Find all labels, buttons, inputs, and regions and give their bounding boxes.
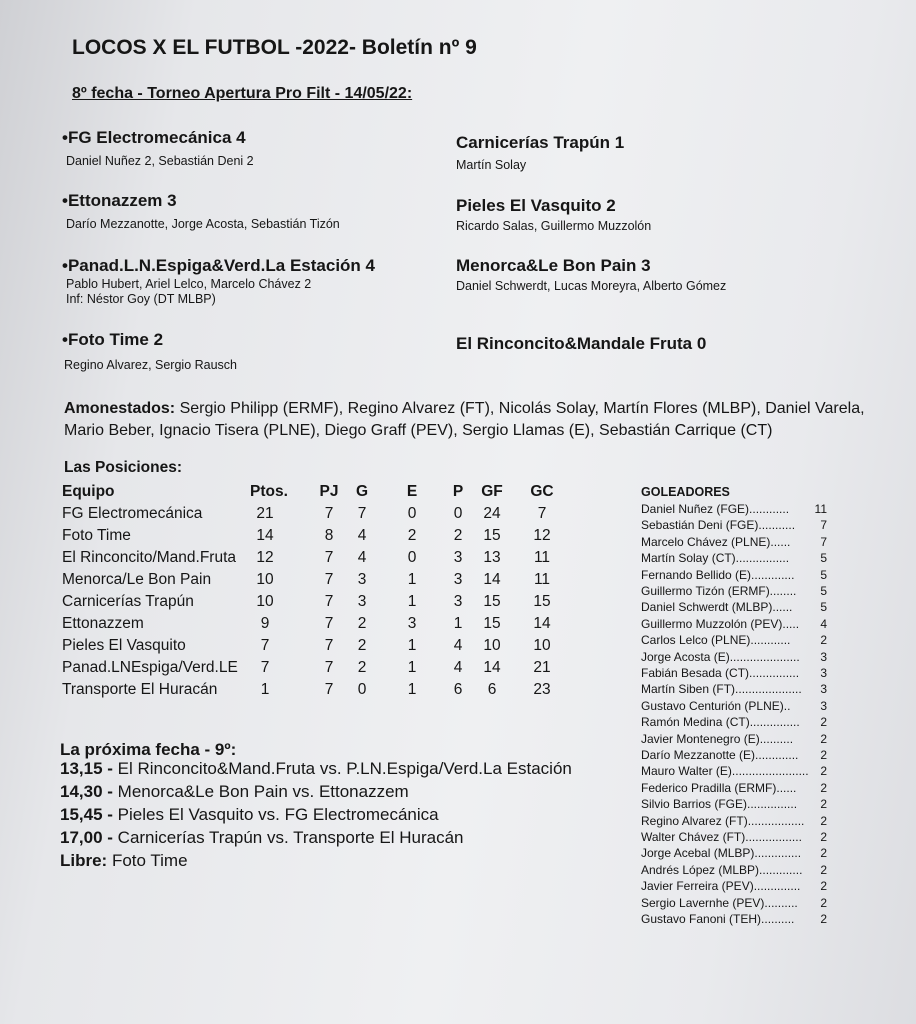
cell-p: 6 [453, 681, 463, 698]
cell-pj: 7 [324, 681, 334, 698]
fixture-time: 13,15 - [60, 759, 113, 778]
cell-g: 2 [357, 615, 367, 632]
scorers-title: GOLEADORES [641, 485, 730, 499]
cell-e: 3 [407, 615, 417, 632]
match-2-home: •Ettonazzem 3 [62, 191, 177, 210]
col-ptos: Ptos. [250, 483, 288, 500]
cell-p: 3 [453, 571, 463, 588]
scorer-goals: 2 [820, 813, 827, 828]
scorer-item [641, 617, 831, 633]
cell-pj: 7 [324, 593, 334, 610]
cell-pts: 1 [260, 681, 270, 698]
scorer-goals: 2 [820, 715, 827, 730]
cell-pts: 12 [256, 549, 274, 566]
scorer-item [641, 535, 831, 551]
cell-p: 3 [453, 593, 463, 610]
cell-p: 4 [453, 637, 463, 654]
cell-gf: 14 [483, 659, 501, 676]
cell-pts: 9 [260, 615, 270, 632]
amonestados-paragraph [64, 398, 884, 442]
scorer-item [641, 666, 831, 682]
cell-e: 2 [407, 527, 417, 544]
cell-gc: 12 [533, 527, 551, 544]
scorer-item [641, 863, 831, 879]
scorer-name: Daniel Nuñez (FGE)............ [641, 502, 790, 516]
cell-p: 3 [453, 549, 463, 566]
scorer-item [641, 732, 831, 748]
scorer-name: Ramón Medina (CT)............... [641, 715, 800, 730]
scorer-goals: 2 [820, 797, 827, 812]
scorer-item [641, 568, 831, 584]
cell-pj: 7 [324, 615, 334, 632]
match-4-home: •Foto Time 2 [62, 330, 164, 349]
cell-p: 1 [453, 615, 463, 632]
scorer-name: Andrés López (MLBP)............. [641, 862, 803, 877]
cell-gc: 21 [533, 659, 551, 676]
scorer-name: Daniel Schwerdt (MLBP)...... [641, 600, 793, 615]
scorer-item [641, 584, 831, 600]
scorer-item [641, 797, 831, 813]
cell-gf: 14 [483, 571, 501, 588]
cell-gc: 11 [533, 549, 551, 566]
scorer-item [641, 912, 831, 928]
cell-pj: 7 [324, 549, 334, 566]
scorer-item [641, 715, 831, 731]
cell-g: 3 [357, 593, 367, 610]
fixture-time: 15,45 - [60, 805, 113, 824]
cell-team: FG Electromecánica [62, 505, 203, 522]
cell-p: 4 [453, 659, 463, 676]
match-1-away-scorers: Martín Solay [456, 158, 527, 172]
match-4-home-scorers: Regino Alvarez, Sergio Rausch [64, 358, 238, 372]
fixture-match: Carnicerías Trapún vs. Transporte El Huracán [112, 828, 464, 847]
match-4-away: El Rinconcito&Mandale Fruta 0 [456, 334, 707, 353]
cell-gc: 23 [533, 681, 551, 698]
scorer-item [641, 896, 831, 912]
scorer-item [641, 650, 831, 666]
scorer-goals: 2 [820, 780, 827, 795]
cell-gc: 11 [533, 571, 551, 588]
scorer-item [641, 748, 831, 764]
fixture-time: Libre: [60, 851, 108, 870]
cell-pts: 7 [260, 637, 270, 654]
cell-team: Pieles El Vasquito [62, 637, 186, 654]
match-1-home-scorers: Daniel Nuñez 2, Sebastián Deni 2 [66, 154, 254, 168]
scorer-goals: 2 [820, 731, 827, 746]
cell-e: 1 [407, 637, 417, 654]
scorer-name: Walter Chávez (FT)................. [641, 830, 802, 844]
scorer-goals: 7 [820, 534, 827, 549]
scorer-goals: 2 [820, 830, 827, 844]
cell-e: 1 [407, 659, 417, 676]
cell-g: 4 [357, 527, 367, 544]
standings-title: Las Posiciones: [64, 459, 183, 476]
cell-pj: 7 [324, 637, 334, 654]
cell-gf: 15 [483, 615, 501, 632]
cell-pts: 7 [260, 659, 270, 676]
scorer-name: Guillermo Muzzolón (PEV)..... [641, 616, 800, 631]
cell-g: 2 [357, 659, 367, 676]
cell-pj: 7 [324, 571, 334, 588]
scorer-goals: 5 [820, 567, 827, 582]
cell-gf: 15 [483, 593, 501, 610]
scorer-goals: 4 [820, 616, 827, 631]
scorer-item [641, 846, 831, 862]
scorer-goals: 3 [820, 682, 827, 697]
fixture-item [60, 828, 463, 848]
match-3-home: •Panad.L.N.Espiga&Verd.La Estación 4 [62, 256, 375, 275]
scorer-name: Federico Pradilla (ERMF)...... [641, 780, 797, 795]
col-g: G [355, 483, 369, 500]
scorer-item [641, 764, 831, 780]
scorer-name: Jorge Acebal (MLBP).............. [641, 846, 802, 861]
bulletin-title: LOCOS X EL FUTBOL -2022- Boletín nº 9 [72, 36, 477, 59]
scorer-goals: 2 [820, 846, 827, 861]
cell-e: 1 [407, 571, 417, 588]
match-1-home: •FG Electromecánica 4 [62, 128, 246, 147]
cell-e: 0 [407, 505, 417, 522]
scorer-name: Guillermo Tizón (ERMF)........ [641, 584, 797, 598]
col-equipo: Equipo [62, 483, 115, 500]
cell-gc: 10 [533, 637, 551, 654]
fixture-match: Menorca&Le Bon Pain vs. Ettonazzem [112, 782, 409, 801]
cell-gf: 10 [483, 637, 501, 654]
scorer-name: Fabián Besada (CT)............... [641, 666, 800, 680]
col-pj: PJ [319, 483, 339, 500]
scorer-goals: 3 [820, 649, 827, 664]
amonestados-label: Amonestados: [64, 400, 176, 417]
cell-pj: 8 [324, 527, 334, 544]
scorer-item [641, 879, 831, 895]
col-gf: GF [481, 483, 503, 500]
amonestados-text: Sergio Philipp (ERMF), Regino Alvarez (FT), Nicolás Solay, Martín Flores (MLBP), Daniel Varela, Mario Beber, Ignacio Tisera (PLNE), Diego Graff (PEV), Sergio Llamas (E), Sebastián Carrique (CT) [64, 400, 865, 439]
match-3-away-scorers: Daniel Schwerdt, Lucas Moreyra, Alberto Gómez [456, 279, 727, 293]
scorer-goals: 11 [814, 502, 827, 516]
col-gc: GC [530, 483, 554, 500]
match-3-away: Menorca&Le Bon Pain 3 [456, 256, 651, 275]
cell-e: 0 [407, 549, 417, 566]
scorer-name: Darío Mezzanotte (E)............. [641, 748, 799, 762]
cell-e: 1 [407, 681, 417, 698]
scorer-name: Sergio Lavernhe (PEV).......... [641, 895, 798, 910]
round-subtitle: 8º fecha - Torneo Apertura Pro Filt - 14/05/22: [72, 85, 413, 102]
cell-team: El Rinconcito/Mand.Fruta [62, 549, 237, 566]
cell-e: 1 [407, 593, 417, 610]
col-p: P [452, 483, 464, 500]
cell-team: Carnicerías Trapún [62, 593, 194, 610]
match-1-away: Carnicerías Trapún 1 [456, 133, 625, 152]
cell-gf: 24 [483, 505, 501, 522]
scorer-item [641, 600, 831, 616]
scorer-goals: 5 [820, 551, 827, 566]
scorer-name: Marcelo Chávez (PLNE)...... [641, 534, 791, 549]
scorer-name: Sebastián Deni (FGE)........... [641, 518, 796, 533]
cell-g: 0 [357, 681, 367, 698]
match-2-away-scorers: Ricardo Salas, Guillermo Muzzolón [456, 219, 652, 233]
cell-g: 4 [357, 549, 367, 566]
scorer-name: Carlos Lelco (PLNE)............ [641, 633, 791, 648]
scorer-item [641, 830, 831, 846]
cell-pts: 21 [256, 505, 274, 522]
cell-team: Menorca/Le Bon Pain [62, 571, 212, 588]
cell-gf: 13 [483, 549, 501, 566]
scorer-name: Javier Montenegro (E).......... [641, 731, 794, 746]
cell-team: Ettonazzem [62, 615, 144, 632]
cell-team: Transporte El Huracán [62, 681, 218, 698]
match-2-home-scorers: Darío Mezzanotte, Jorge Acosta, Sebastián Tizón [66, 217, 340, 231]
fixture-match: Pieles El Vasquito vs. FG Electromecánica [112, 805, 439, 824]
scorer-item [641, 502, 831, 518]
scorer-goals: 2 [820, 748, 827, 762]
match-2-away: Pieles El Vasquito 2 [456, 196, 616, 215]
scorer-goals: 2 [820, 895, 827, 910]
fixture-item [60, 805, 439, 825]
cell-pj: 7 [324, 505, 334, 522]
scorer-item [641, 781, 831, 797]
scorer-name: Martín Siben (FT).................... [641, 682, 802, 697]
scorer-item [641, 518, 831, 534]
scorer-name: Regino Alvarez (FT)................. [641, 813, 805, 828]
col-e: E [406, 483, 418, 500]
fixture-time: 17,00 - [60, 828, 113, 847]
cell-pts: 14 [256, 527, 274, 544]
cell-gf: 15 [483, 527, 501, 544]
cell-team: Panad.LNEspiga/Verd.LE [62, 659, 238, 676]
scorer-name: Gustavo Centurión (PLNE).. [641, 698, 791, 713]
scorer-goals: 2 [820, 862, 827, 877]
cell-p: 2 [453, 527, 463, 544]
fixture-item [60, 759, 572, 779]
match-3-note: Inf: Néstor Goy (DT MLBP) [66, 292, 216, 306]
cell-g: 3 [357, 571, 367, 588]
scorer-item [641, 551, 831, 567]
fixture-item [60, 851, 188, 871]
scorer-goals: 2 [820, 633, 827, 648]
cell-pj: 7 [324, 659, 334, 676]
scorer-goals: 2 [820, 764, 827, 779]
fixture-match: Foto Time [107, 851, 188, 870]
cell-team: Foto Time [62, 527, 131, 544]
cell-p: 0 [453, 505, 463, 522]
fixture-match: El Rinconcito&Mand.Fruta vs. P.LN.Espiga/Verd.La Estación [112, 759, 572, 778]
scorer-name: Jorge Acosta (E)..................... [641, 649, 800, 664]
scorer-name: Javier Ferreira (PEV).............. [641, 879, 801, 894]
scorer-goals: 3 [820, 666, 827, 680]
cell-gc: 7 [537, 505, 547, 522]
scorer-item [641, 699, 831, 715]
scorer-item [641, 633, 831, 649]
cell-g: 7 [357, 505, 367, 522]
cell-g: 2 [357, 637, 367, 654]
scorer-goals: 2 [820, 912, 827, 926]
scorer-item [641, 814, 831, 830]
cell-gc: 14 [533, 615, 551, 632]
cell-pts: 10 [256, 593, 274, 610]
scorer-name: Fernando Bellido (E)............. [641, 567, 795, 582]
scorer-goals: 5 [820, 600, 827, 615]
scorer-name: Mauro Walter (E)....................... [641, 764, 809, 779]
scorer-goals: 2 [820, 879, 827, 894]
next-round-title: La próxima fecha - 9º: [60, 740, 237, 759]
scorer-goals: 7 [820, 518, 827, 533]
match-3-home-scorers: Pablo Hubert, Ariel Lelco, Marcelo Chávez 2 [66, 277, 312, 291]
scorer-name: Martín Solay (CT)................ [641, 551, 790, 566]
cell-pts: 10 [256, 571, 274, 588]
cell-gf: 6 [487, 681, 497, 698]
cell-gc: 15 [533, 593, 551, 610]
fixture-time: 14,30 - [60, 782, 113, 801]
scorer-goals: 3 [820, 698, 827, 713]
scorer-goals: 5 [820, 584, 827, 598]
scorer-item [641, 682, 831, 698]
fixture-item [60, 782, 409, 802]
scorer-name: Gustavo Fanoni (TEH).......... [641, 912, 795, 926]
scorer-name: Silvio Barrios (FGE)............... [641, 797, 798, 812]
